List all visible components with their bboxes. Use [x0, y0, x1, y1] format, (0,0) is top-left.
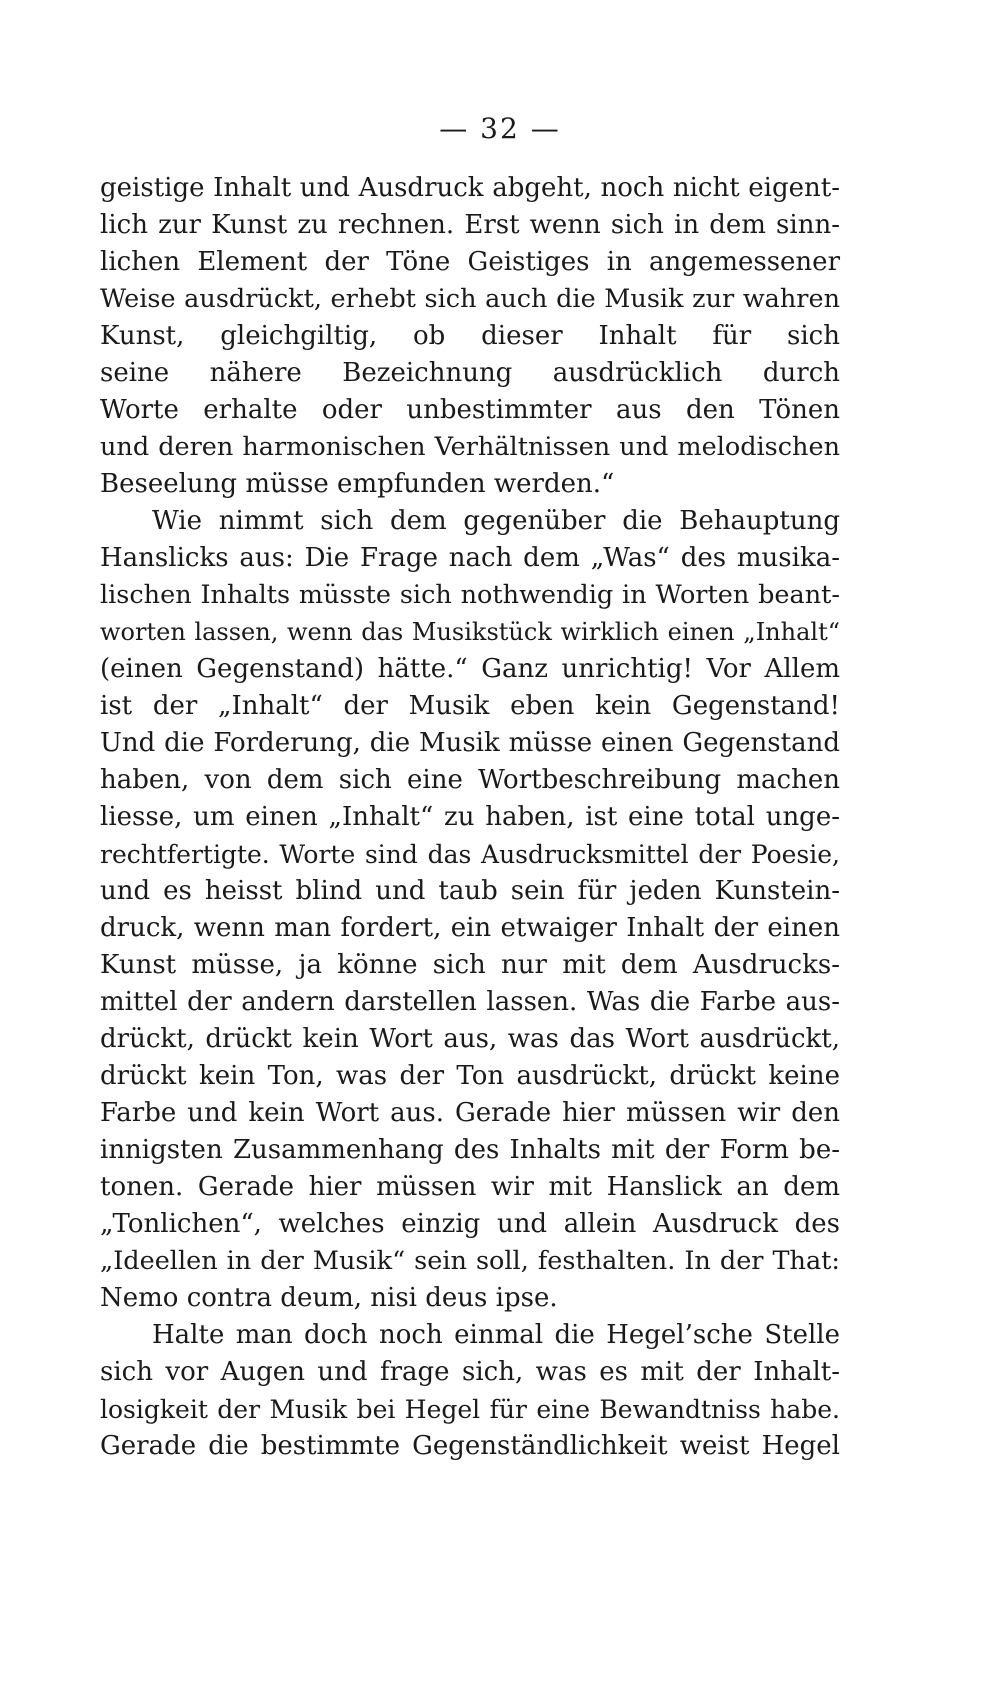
text-line: Wie nimmt sich dem gegenüber die Behauptung [152, 506, 840, 536]
text-line: geistige Inhalt und Ausdruck abgeht, noch nicht eigent- [100, 173, 840, 203]
body-text [100, 170, 840, 1465]
text-line: Weise ausdrückt, erhebt sich auch die Musik zur wahren [100, 284, 840, 314]
text-line: lischen Inhalts müsste sich nothwendig in Worten beant- [100, 580, 840, 610]
text-line: ist der „Inhalt“ der Musik eben kein Gegenstand! [100, 691, 840, 721]
text-line: Worte erhalte oder unbestimmter aus den Tönen [100, 395, 840, 425]
text-line: innigsten Zusammenhang des Inhalts mit der Form be- [100, 1135, 840, 1165]
text-line: und deren harmonischen Verhältnissen und melodischen [100, 432, 840, 462]
text-line: Kunst, gleichgiltig, ob dieser Inhalt für sich [100, 321, 840, 351]
text-line: sich vor Augen und frage sich, was es mit der Inhalt- [100, 1357, 840, 1387]
text-line: Kunst müsse, ja könne sich nur mit dem Ausdrucks- [100, 950, 840, 980]
text-line: seine nähere Bezeichnung ausdrücklich durch [100, 358, 840, 388]
text-line: liesse, um einen „Inhalt“ zu haben, ist eine total unge- [100, 802, 840, 832]
text-line: Nemo contra deum, nisi deus ipse. [100, 1283, 558, 1313]
text-line: Hanslicks aus: Die Frage nach dem „Was“ des musika- [100, 543, 840, 573]
text-line: Halte man doch noch einmal die Hegel’sche Stelle [152, 1320, 840, 1350]
text-line: drückt kein Ton, was der Ton ausdrückt, drückt keine [100, 1061, 840, 1091]
text-line: worten lassen, wenn das Musikstück wirklich einen „Inhalt“ [100, 618, 840, 646]
text-line: drückt, drückt kein Wort aus, was das Wort ausdrückt, [100, 1024, 840, 1054]
text-line: Beseelung müsse empfunden werden.“ [100, 469, 615, 499]
page-number: — 32 — [439, 112, 561, 145]
text-line: und es heisst blind und taub sein für jeden Kunstein- [100, 876, 840, 906]
paragraph-3 [100, 1317, 840, 1465]
text-line: lich zur Kunst zu rechnen. Erst wenn sich in dem sinn- [100, 210, 840, 240]
paragraph-1 [100, 170, 840, 503]
text-line: haben, von dem sich eine Wortbeschreibung machen [100, 765, 840, 795]
text-line: druck, wenn man fordert, ein etwaiger Inhalt der einen [100, 913, 840, 943]
text-line: lichen Element der Töne Geistiges in angemessener [100, 247, 840, 277]
text-line: rechtfertigte. Worte sind das Ausdrucksmittel der Poesie, [100, 840, 840, 869]
paragraph-2 [100, 503, 840, 1317]
text-line: tonen. Gerade hier müssen wir mit Hanslick an dem [100, 1172, 840, 1202]
text-line: (einen Gegenstand) hätte.“ Ganz unrichtig! Vor Allem [100, 654, 840, 684]
text-line: „Tonlichen“, welches einzig und allein Ausdruck des [100, 1209, 840, 1239]
text-line: mittel der andern darstellen lassen. Was die Farbe aus- [100, 987, 840, 1017]
text-line: „Ideellen in der Musik“ sein soll, festhalten. In der That: [100, 1246, 840, 1276]
text-line: Farbe und kein Wort aus. Gerade hier müssen wir den [100, 1098, 840, 1128]
text-line: losigkeit der Musik bei Hegel für eine Bewandtniss habe. [100, 1395, 840, 1424]
text-line: Und die Forderung, die Musik müsse einen Gegenstand [100, 728, 840, 758]
text-line: Gerade die bestimmte Gegenständlichkeit weist Hegel [100, 1431, 840, 1461]
